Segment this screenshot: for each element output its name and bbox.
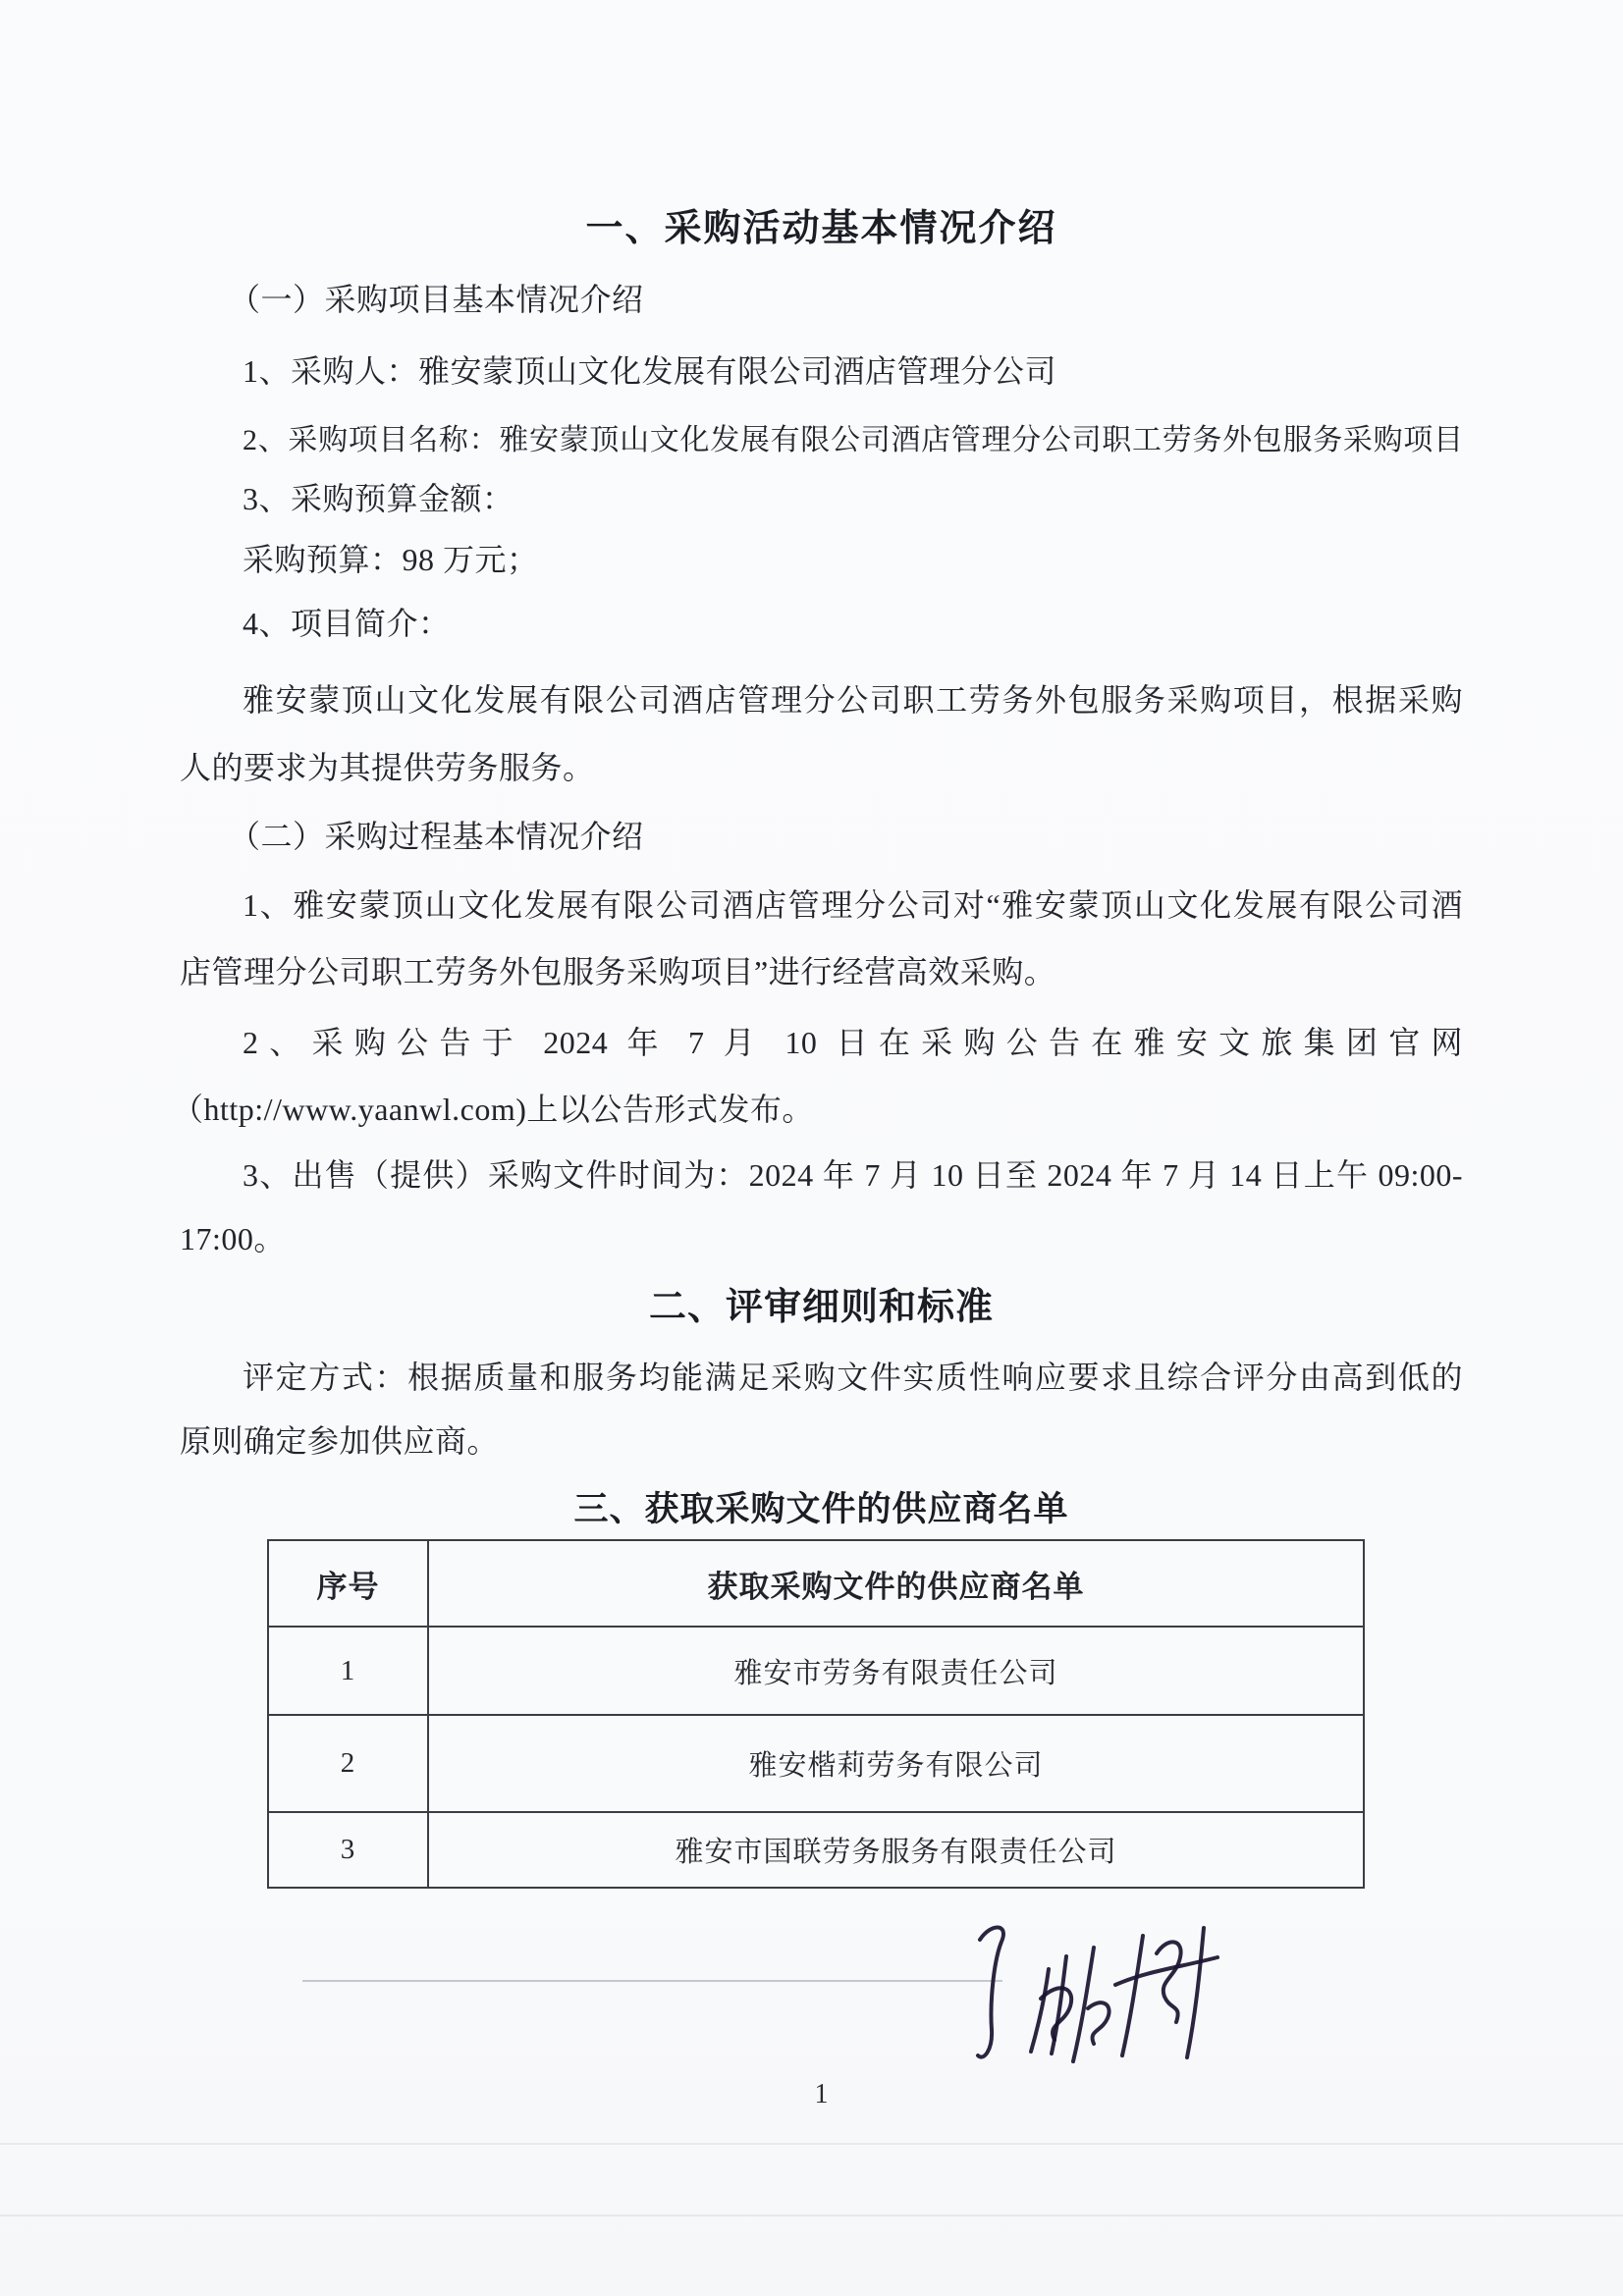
line-evaluation-a: 评定方式：根据质量和服务均能满足采购文件实质性响应要求且综合评分由高到低的: [243, 1360, 1463, 1395]
scan-streak: [0, 2143, 1623, 2145]
signature-stroke: [978, 1927, 1003, 2056]
line-brief-text-a: 雅安蒙顶山文化发展有限公司酒店管理分公司职工劳务外包服务采购项目，根据采购: [243, 682, 1463, 718]
table-row: [268, 1627, 1364, 1715]
line-brief-heading: 4、项目简介：: [243, 606, 451, 641]
supplier-table-header-row: [268, 1540, 1364, 1627]
cell-serial: 2: [268, 1715, 428, 1812]
line-announcement-b: （http://www.yaanwl.com)上以公告形式发布。: [172, 1092, 814, 1127]
line-sale-time-b: 17:00。: [180, 1221, 286, 1256]
line-brief-text-b: 人的要求为其提供劳务服务。: [180, 750, 595, 785]
line-budget-heading: 3、采购预算金额：: [243, 481, 514, 516]
table-row: [268, 1715, 1364, 1812]
cell-serial: 1: [268, 1627, 428, 1715]
line-process-a: 1、雅安蒙顶山文化发展有限公司酒店管理分公司对“雅安蒙顶山文化发展有限公司酒: [243, 887, 1463, 923]
cell-supplier: 雅安市国联劳务服务有限责任公司: [428, 1812, 1364, 1888]
scan-streak: [0, 2215, 1623, 2216]
signature-stroke: [1122, 1936, 1143, 2056]
handwritten-signature: [970, 1912, 1230, 2074]
line-subsection-2-title: （二）采购过程基本情况介绍: [229, 819, 644, 854]
line-buyer: 1、采购人：雅安蒙顶山文化发展有限公司酒店管理分公司: [243, 353, 1057, 389]
line-sale-time-a: 3、出售（提供）采购文件时间为：2024 年 7 月 10 日至 2024 年 7 月 14 日上午 09:00-: [243, 1157, 1463, 1193]
table-row: [268, 1812, 1364, 1888]
line-process-b: 店管理分公司职工劳务外包服务采购项目”进行经营高效采购。: [180, 954, 1056, 989]
cell-supplier: 雅安市劳务有限责任公司: [428, 1627, 1364, 1715]
supplier-table: [267, 1539, 1365, 1889]
line-announcement-a: 2、采购公告于 2024 年 7 月 10 日在采购公告在雅安文旅集团官网: [243, 1025, 1463, 1060]
section3-heading: 三、获取采购文件的供应商名单: [573, 1490, 1069, 1528]
section1-heading: 一、采购活动基本情况介绍: [585, 208, 1057, 249]
line-project-name: 2、采购项目名称：雅安蒙顶山文化发展有限公司酒店管理分公司职工劳务外包服务采购项目: [243, 424, 1463, 456]
line-subsection-1-title: （一）采购项目基本情况介绍: [229, 282, 644, 317]
signature-stroke: [1187, 1928, 1204, 2057]
column-header-serial: 序号: [268, 1540, 428, 1627]
column-header-supplier: 获取采购文件的供应商名单: [428, 1540, 1364, 1627]
signature-stroke: [1157, 1942, 1181, 2022]
cell-supplier: 雅安楷莉劳务有限公司: [428, 1715, 1364, 1812]
line-budget-value: 采购预算：98 万元；: [243, 542, 539, 577]
signature-stroke: [1088, 2002, 1109, 2044]
cell-serial: 3: [268, 1812, 428, 1888]
page-number: 1: [814, 2079, 829, 2109]
signature-line: [302, 1980, 1002, 1982]
section2-heading: 二、评审细则和标准: [648, 1287, 994, 1328]
line-evaluation-b: 原则确定参加供应商。: [180, 1423, 500, 1459]
signature-stroke: [1031, 1969, 1049, 2052]
